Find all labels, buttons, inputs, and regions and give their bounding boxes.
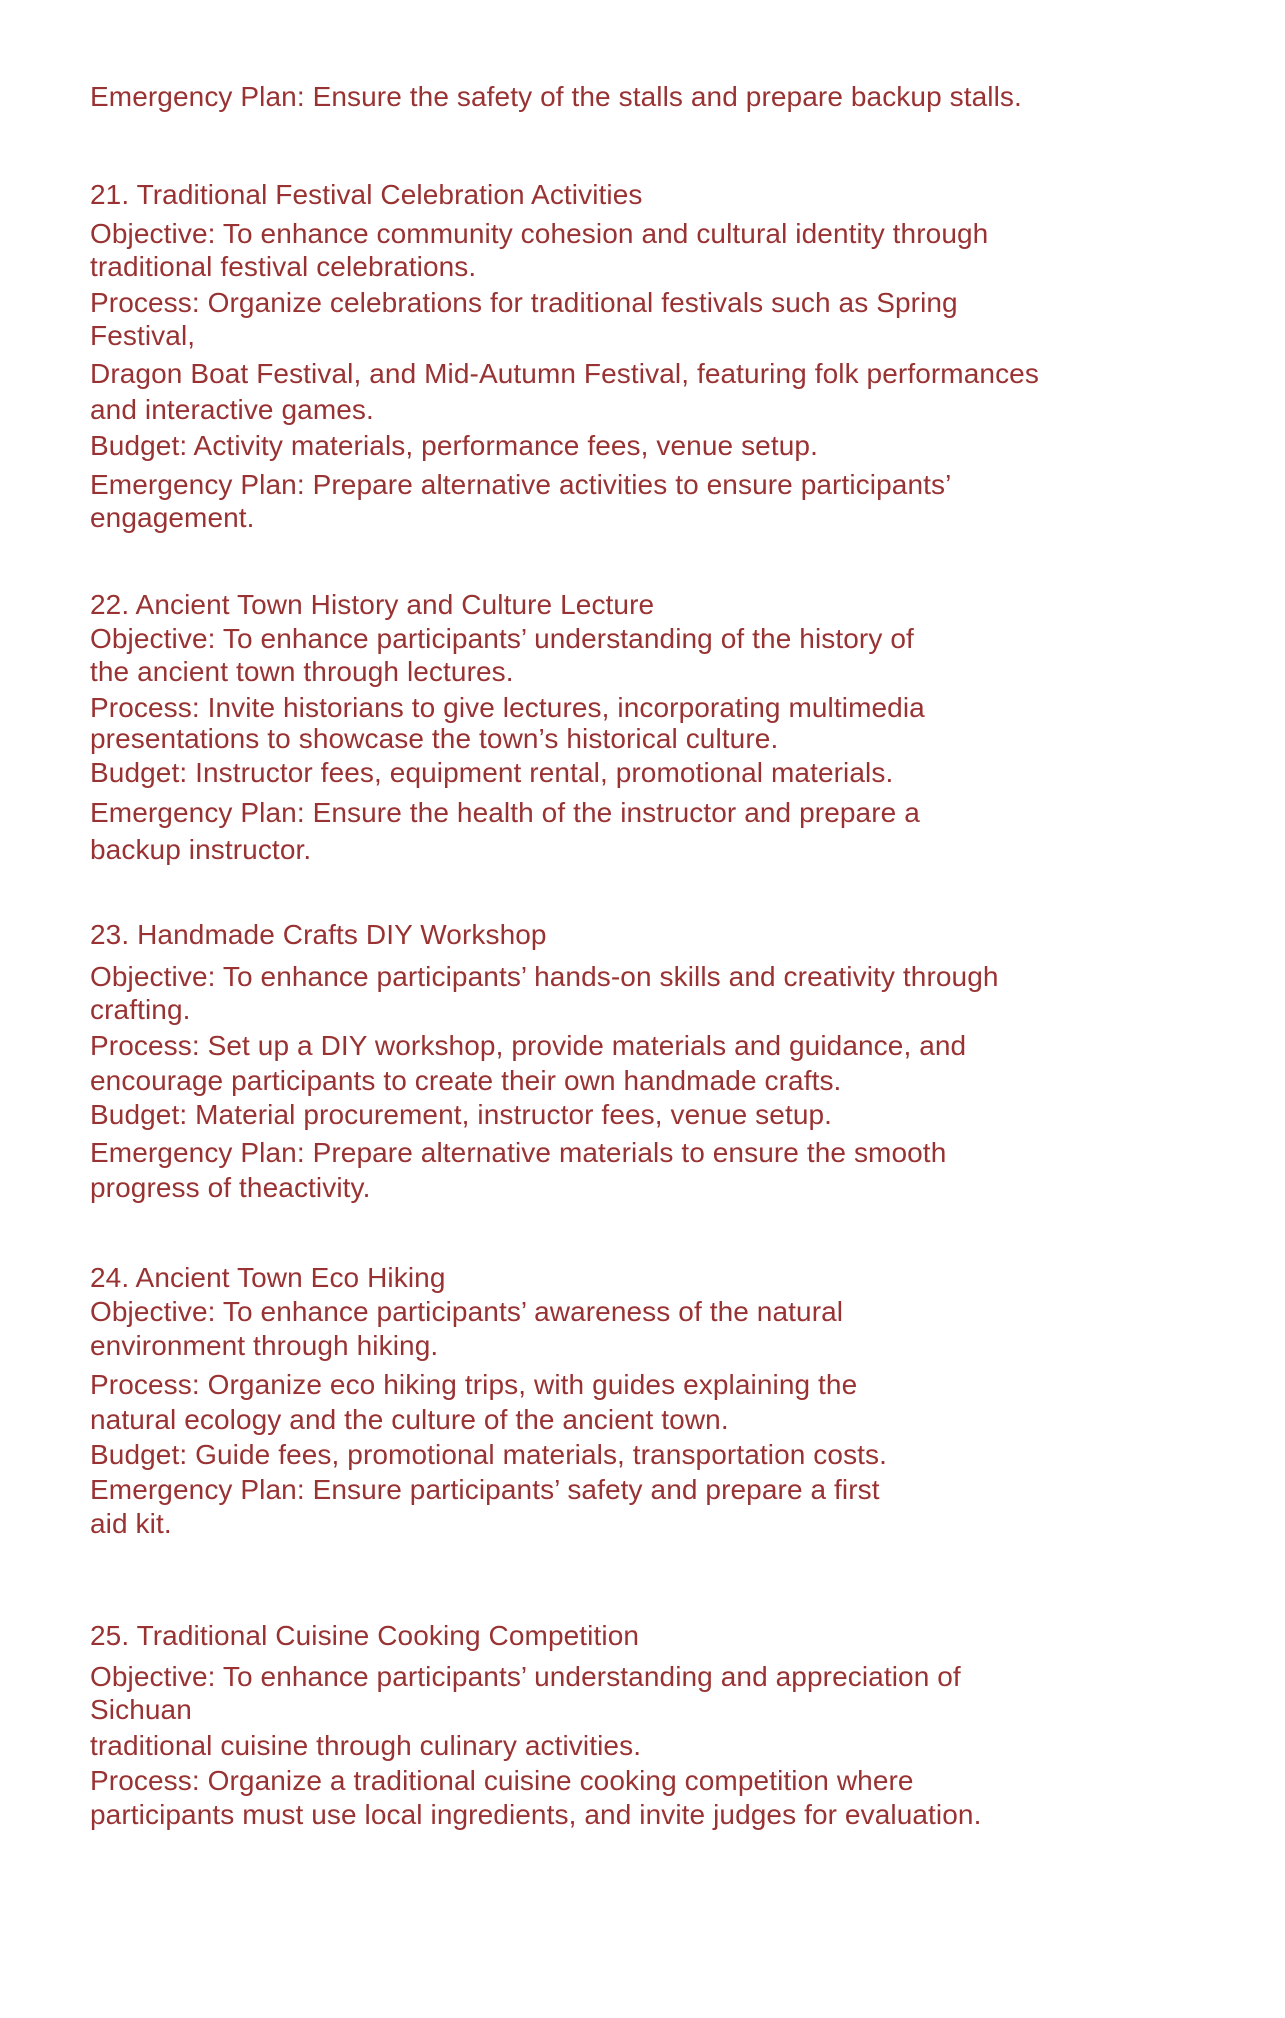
- text-line: Budget: Guide fees, promotional materials, transportation costs.: [90, 1439, 888, 1470]
- text-line: presentations to showcase the town’s historical culture.: [90, 723, 779, 754]
- text-line: Sichuan: [90, 1694, 192, 1725]
- text-line: Festival,: [90, 320, 196, 351]
- text-line: traditional cuisine through culinary activities.: [90, 1730, 642, 1761]
- text-line: Objective: To enhance participants’ understanding and appreciation of: [90, 1661, 961, 1692]
- text-line: Budget: Instructor fees, equipment rental, promotional materials.: [90, 757, 894, 788]
- text-line: environment through hiking.: [90, 1330, 439, 1361]
- text-line: backup instructor.: [90, 834, 312, 865]
- text-line: aid kit.: [90, 1508, 172, 1539]
- text-line: engagement.: [90, 502, 255, 533]
- text-line: Objective: To enhance community cohesion and cultural identity through: [90, 218, 989, 249]
- text-line: Objective: To enhance participants’ hands-on skills and creativity through: [90, 961, 999, 992]
- text-line: crafting.: [90, 994, 191, 1025]
- text-line: Dragon Boat Festival, and Mid-Autumn Festival, featuring folk performances: [90, 358, 1039, 389]
- text-line: encourage participants to create their own handmade crafts.: [90, 1065, 842, 1096]
- text-line: Emergency Plan: Ensure the health of the instructor and prepare a: [90, 797, 920, 828]
- text-line: Budget: Activity materials, performance fees, venue setup.: [90, 430, 818, 461]
- text-line: Process: Organize a traditional cuisine cooking competition where: [90, 1765, 914, 1796]
- section-heading-22: 22. Ancient Town History and Culture Lecture: [90, 589, 655, 620]
- text-line: Objective: To enhance participants’ understanding of the history of: [90, 623, 914, 654]
- text-line: progress of theactivity.: [90, 1172, 371, 1203]
- text-line: Process: Invite historians to give lectures, incorporating multimedia: [90, 692, 925, 723]
- text-line: Process: Organize eco hiking trips, with guides explaining the: [90, 1369, 858, 1400]
- text-line: Emergency Plan: Ensure participants’ safety and prepare a first: [90, 1474, 880, 1505]
- section-heading-23: 23. Handmade Crafts DIY Workshop: [90, 919, 547, 950]
- text-line: and interactive games.: [90, 394, 374, 425]
- text-line: traditional festival celebrations.: [90, 251, 477, 282]
- section-heading-21: 21. Traditional Festival Celebration Activities: [90, 179, 643, 210]
- text-line: Objective: To enhance participants’ awareness of the natural: [90, 1296, 844, 1327]
- text-line: the ancient town through lectures.: [90, 656, 514, 687]
- text-line: Process: Set up a DIY workshop, provide materials and guidance, and: [90, 1030, 967, 1061]
- text-line: Process: Organize celebrations for traditional festivals such as Spring: [90, 287, 958, 318]
- text-line: Budget: Material procurement, instructor fees, venue setup.: [90, 1099, 833, 1130]
- text-line: Emergency Plan: Ensure the safety of the stalls and prepare backup stalls.: [90, 81, 1022, 112]
- text-line: natural ecology and the culture of the ancient town.: [90, 1404, 729, 1435]
- text-line: Emergency Plan: Prepare alternative materials to ensure the smooth: [90, 1137, 947, 1168]
- text-line: participants must use local ingredients, and invite judges for evaluation.: [90, 1799, 982, 1830]
- section-heading-24: 24. Ancient Town Eco Hiking: [90, 1262, 446, 1293]
- section-heading-25: 25. Traditional Cuisine Cooking Competition: [90, 1620, 640, 1651]
- text-line: Emergency Plan: Prepare alternative activities to ensure participants’: [90, 469, 952, 500]
